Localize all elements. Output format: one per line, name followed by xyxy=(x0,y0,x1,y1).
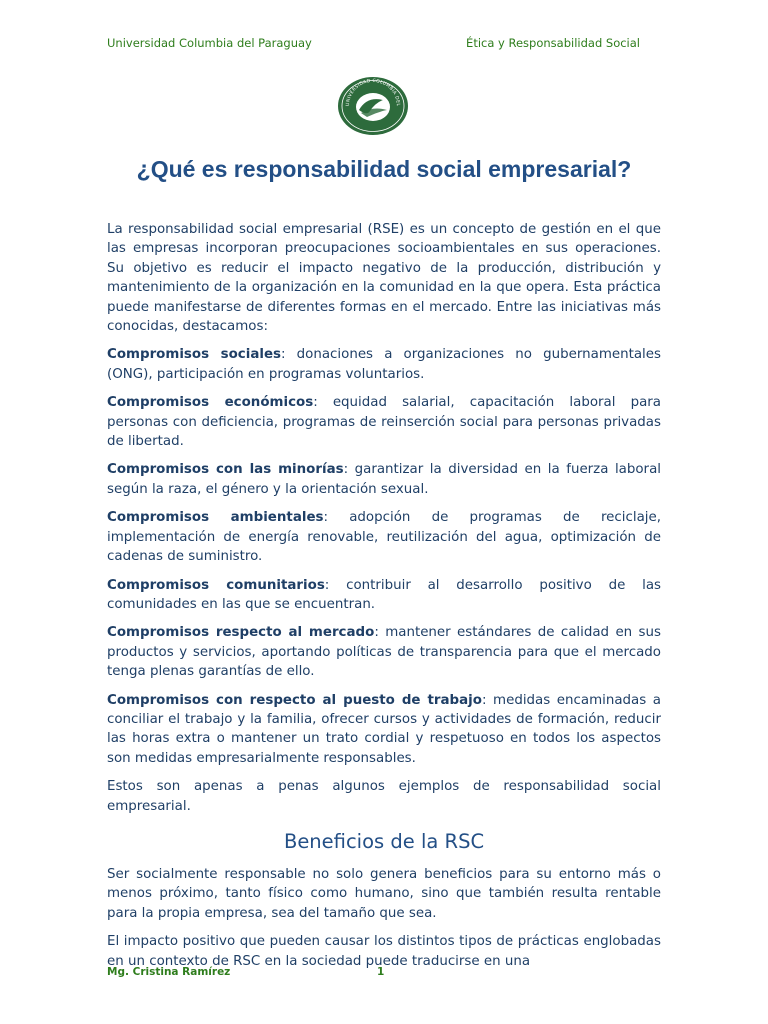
list-item xyxy=(107,576,661,615)
header-university: Universidad Columbia del Paraguay xyxy=(107,36,312,50)
item-term: Compromisos ambientales xyxy=(107,510,324,526)
item-text: : medidas encaminadas a conciliar el trabajo y la familia, ofrecer cursos y actividades de formación, reducir las horas extra o mantener un trato cordial y respetuoso en todos los aspectos son medidas empresarialmente responsables. xyxy=(107,692,661,766)
document-body xyxy=(107,220,661,980)
page-title: ¿Qué es responsabilidad social empresarial? xyxy=(136,156,632,182)
item-term: Compromisos respecto al mercado xyxy=(107,625,375,641)
page-footer xyxy=(107,966,385,978)
item-text: : mantener estándares de calidad en sus productos y servicios, aportando políticas de transparencia para que el mercado tenga plenas garantías de ello. xyxy=(107,625,661,680)
closing-paragraph: Estos son apenas a penas algunos ejemplos de responsabilidad social empresarial. xyxy=(107,779,661,814)
item-term: Compromisos con las minorías xyxy=(107,462,344,478)
item-term: Compromisos económicos xyxy=(107,395,314,411)
list-item xyxy=(107,393,661,451)
page-header xyxy=(107,36,640,50)
list-item xyxy=(107,345,661,384)
item-term: Compromisos con respecto al puesto de trabajo xyxy=(107,692,482,708)
item-text: : garantizar la diversidad en la fuerza laboral según la raza, el género y la orientación sexual. xyxy=(107,462,661,497)
header-course: Ética y Responsabilidad Social xyxy=(466,36,640,50)
section-heading: Beneficios de la RSC xyxy=(283,829,485,853)
intro-paragraph: La responsabilidad social empresarial (RSE) es un concepto de gestión en el que las empresas incorporan preocupaciones socioambientales en sus operaciones. Su objetivo es reducir el impacto negativo de la producción, distribución y mantenimiento de la organización en la comunidad en la que opera. Esta práctica puede manifestarse de diferentes formas en el mercado. Entre las iniciativas más conocidas, destacamos: xyxy=(107,222,661,335)
university-seal-icon xyxy=(337,76,409,136)
item-text: : contribuir al desarrollo positivo de las comunidades en las que se encuentran. xyxy=(107,577,661,612)
item-text: : adopción de programas de reciclaje, implementación de energía renovable, reutilización del agua, optimización de cadenas de suministro. xyxy=(107,510,661,565)
list-item xyxy=(107,623,661,681)
list-item xyxy=(107,691,661,769)
section-paragraph: El impacto positivo que pueden causar los distintos tipos de prácticas englobadas en un contexto de RSC en la sociedad puede traducirse en una xyxy=(107,934,661,969)
item-term: Compromisos comunitarios xyxy=(107,577,325,593)
section-paragraph: Ser socialmente responsable no solo genera beneficios para su entorno más o menos próximo, tanto físico como humano, sino que también resulta rentable para la propia empresa, sea del tamaño que sea. xyxy=(107,866,661,921)
item-term: Compromisos sociales xyxy=(107,347,281,363)
item-text: : donaciones a organizaciones no gubernamentales (ONG), participación en programas voluntarios. xyxy=(107,347,661,382)
list-item xyxy=(107,508,661,566)
item-text: : equidad salarial, capacitación laboral para personas con deficiencia, programas de reinserción social para personas privadas de libertad. xyxy=(107,395,661,450)
footer-author: Mg. Cristina Ramírez xyxy=(107,966,231,978)
page-number: 1 xyxy=(377,966,385,978)
svg-text:UNIVERSIDAD COLUMBIA DEL PARAG: UNIVERSIDAD COLUMBIA DEL xyxy=(345,78,401,107)
list-item xyxy=(107,460,661,499)
